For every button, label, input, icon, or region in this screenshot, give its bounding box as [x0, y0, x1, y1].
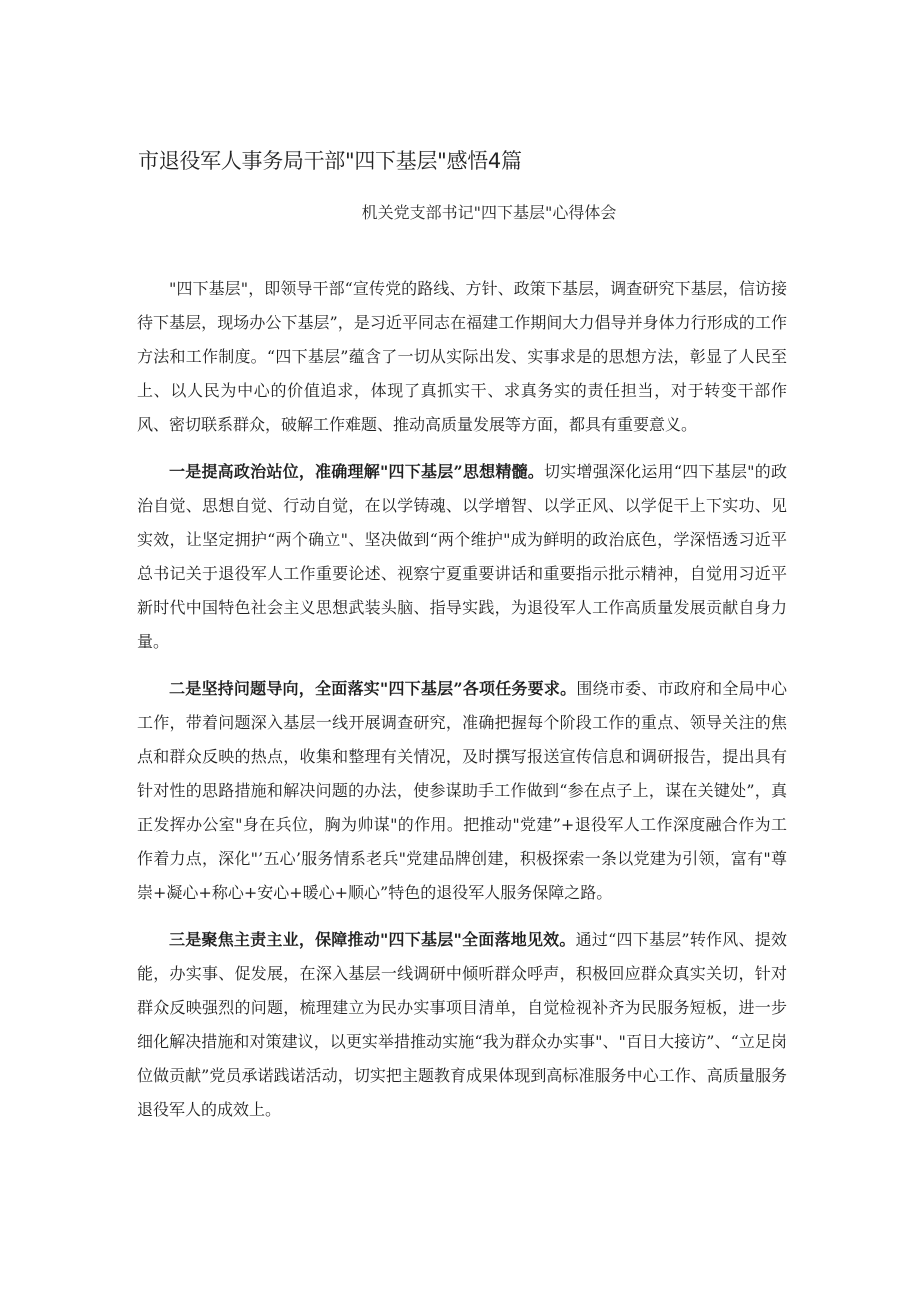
paragraph-point-two [137, 672, 787, 910]
document-body [137, 272, 787, 1140]
paragraph-text: 通过“四下基层”转作风、提效能，办实事、促发展，在深入基层一线调研中倾听群众呼声，积极回应群众真实关切，针对群众反映强烈的问题，梳理建立为民办实事项目清单，自觉检视补齐为民服务短板，进一步细化解决措施和对策建议，以更实举措推动实施“我为群众办实事"、"百日大接访”、“立足岗位做贡献”党员承诺践诺活动，切实把主题教育成果体现到高标准服务中心工作、高质量服务退役军人的成效上。 [137, 930, 787, 1119]
paragraph-point-one [137, 455, 787, 659]
paragraph-lead: 二是坚持问题导向，全面落实"四下基层”各项任务要求。 [169, 679, 577, 698]
paragraph-intro [137, 272, 787, 442]
document-title: 市退役军人事务局干部"四下基层"感悟4篇 [138, 149, 522, 173]
paragraph-text: 围绕市委、市政府和全局中心工作，带着问题深入基层一线开展调查研究，准确把握每个阶段工作的重点、领导关注的焦点和群众反映的热点，收集和整理有关情况，及时撰写报送宣传信息和调研报告，提出具有针对性的思路措施和解决问题的办法，使参谋助手工作做到“参在点子上，谋在关键处”，真正发挥办公室"身在兵位，胸为帅谋"的作用。把推动"党建”+退役军人工作深度融合作为工作着力点，深化"’五心’服务情系老兵"党建品牌创建，积极探索一条以党建为引领，富有"尊崇+凝心+称心+安心+暖心+顺心”特色的退役军人服务保障之路。 [137, 679, 787, 902]
paragraph-lead: 一是提高政治站位，准确理解"四下基层”思想精髓。 [169, 462, 545, 481]
paragraph-lead: 三是聚焦主责主业，保障推动"四下基层"全面落地见效。 [169, 930, 576, 949]
paragraph-point-three [137, 923, 787, 1127]
paragraph-text: "四下基层"，即领导干部“宣传党的路线、方针、政策下基层，调查研究下基层，信访接待下基层，现场办公下基层”，是习近平同志在福建工作期间大力倡导并身体力行形成的工作方法和工作制度。“四下基层”蕴含了一切从实际出发、实事求是的思想方法，彰显了人民至上、以人民为中心的价值追求，体现了真抓实干、求真务实的责任担当，对于转变干部作风、密切联系群众，破解工作难题、推动高质量发展等方面，都具有重要意义。 [137, 279, 787, 434]
document-subtitle: 机关党支部书记"四下基层"心得体会 [361, 203, 617, 222]
paragraph-text: 切实增强深化运用“四下基层"的政治自觉、思想自觉、行动自觉，在以学铸魂、以学增智、以学正风、以学促干上下实功、见实效，让坚定拥护“两个确立"、坚决做到“两个维护"成为鲜明的政治底色，学深悟透习近平总书记关于退役军人工作重要论述、视察宁夏重要讲话和重要指示批示精神，自觉用习近平新时代中国特色社会主义思想武装头脑、指导实践，为退役军人工作高质量发展贡献自身力量。 [137, 462, 787, 651]
